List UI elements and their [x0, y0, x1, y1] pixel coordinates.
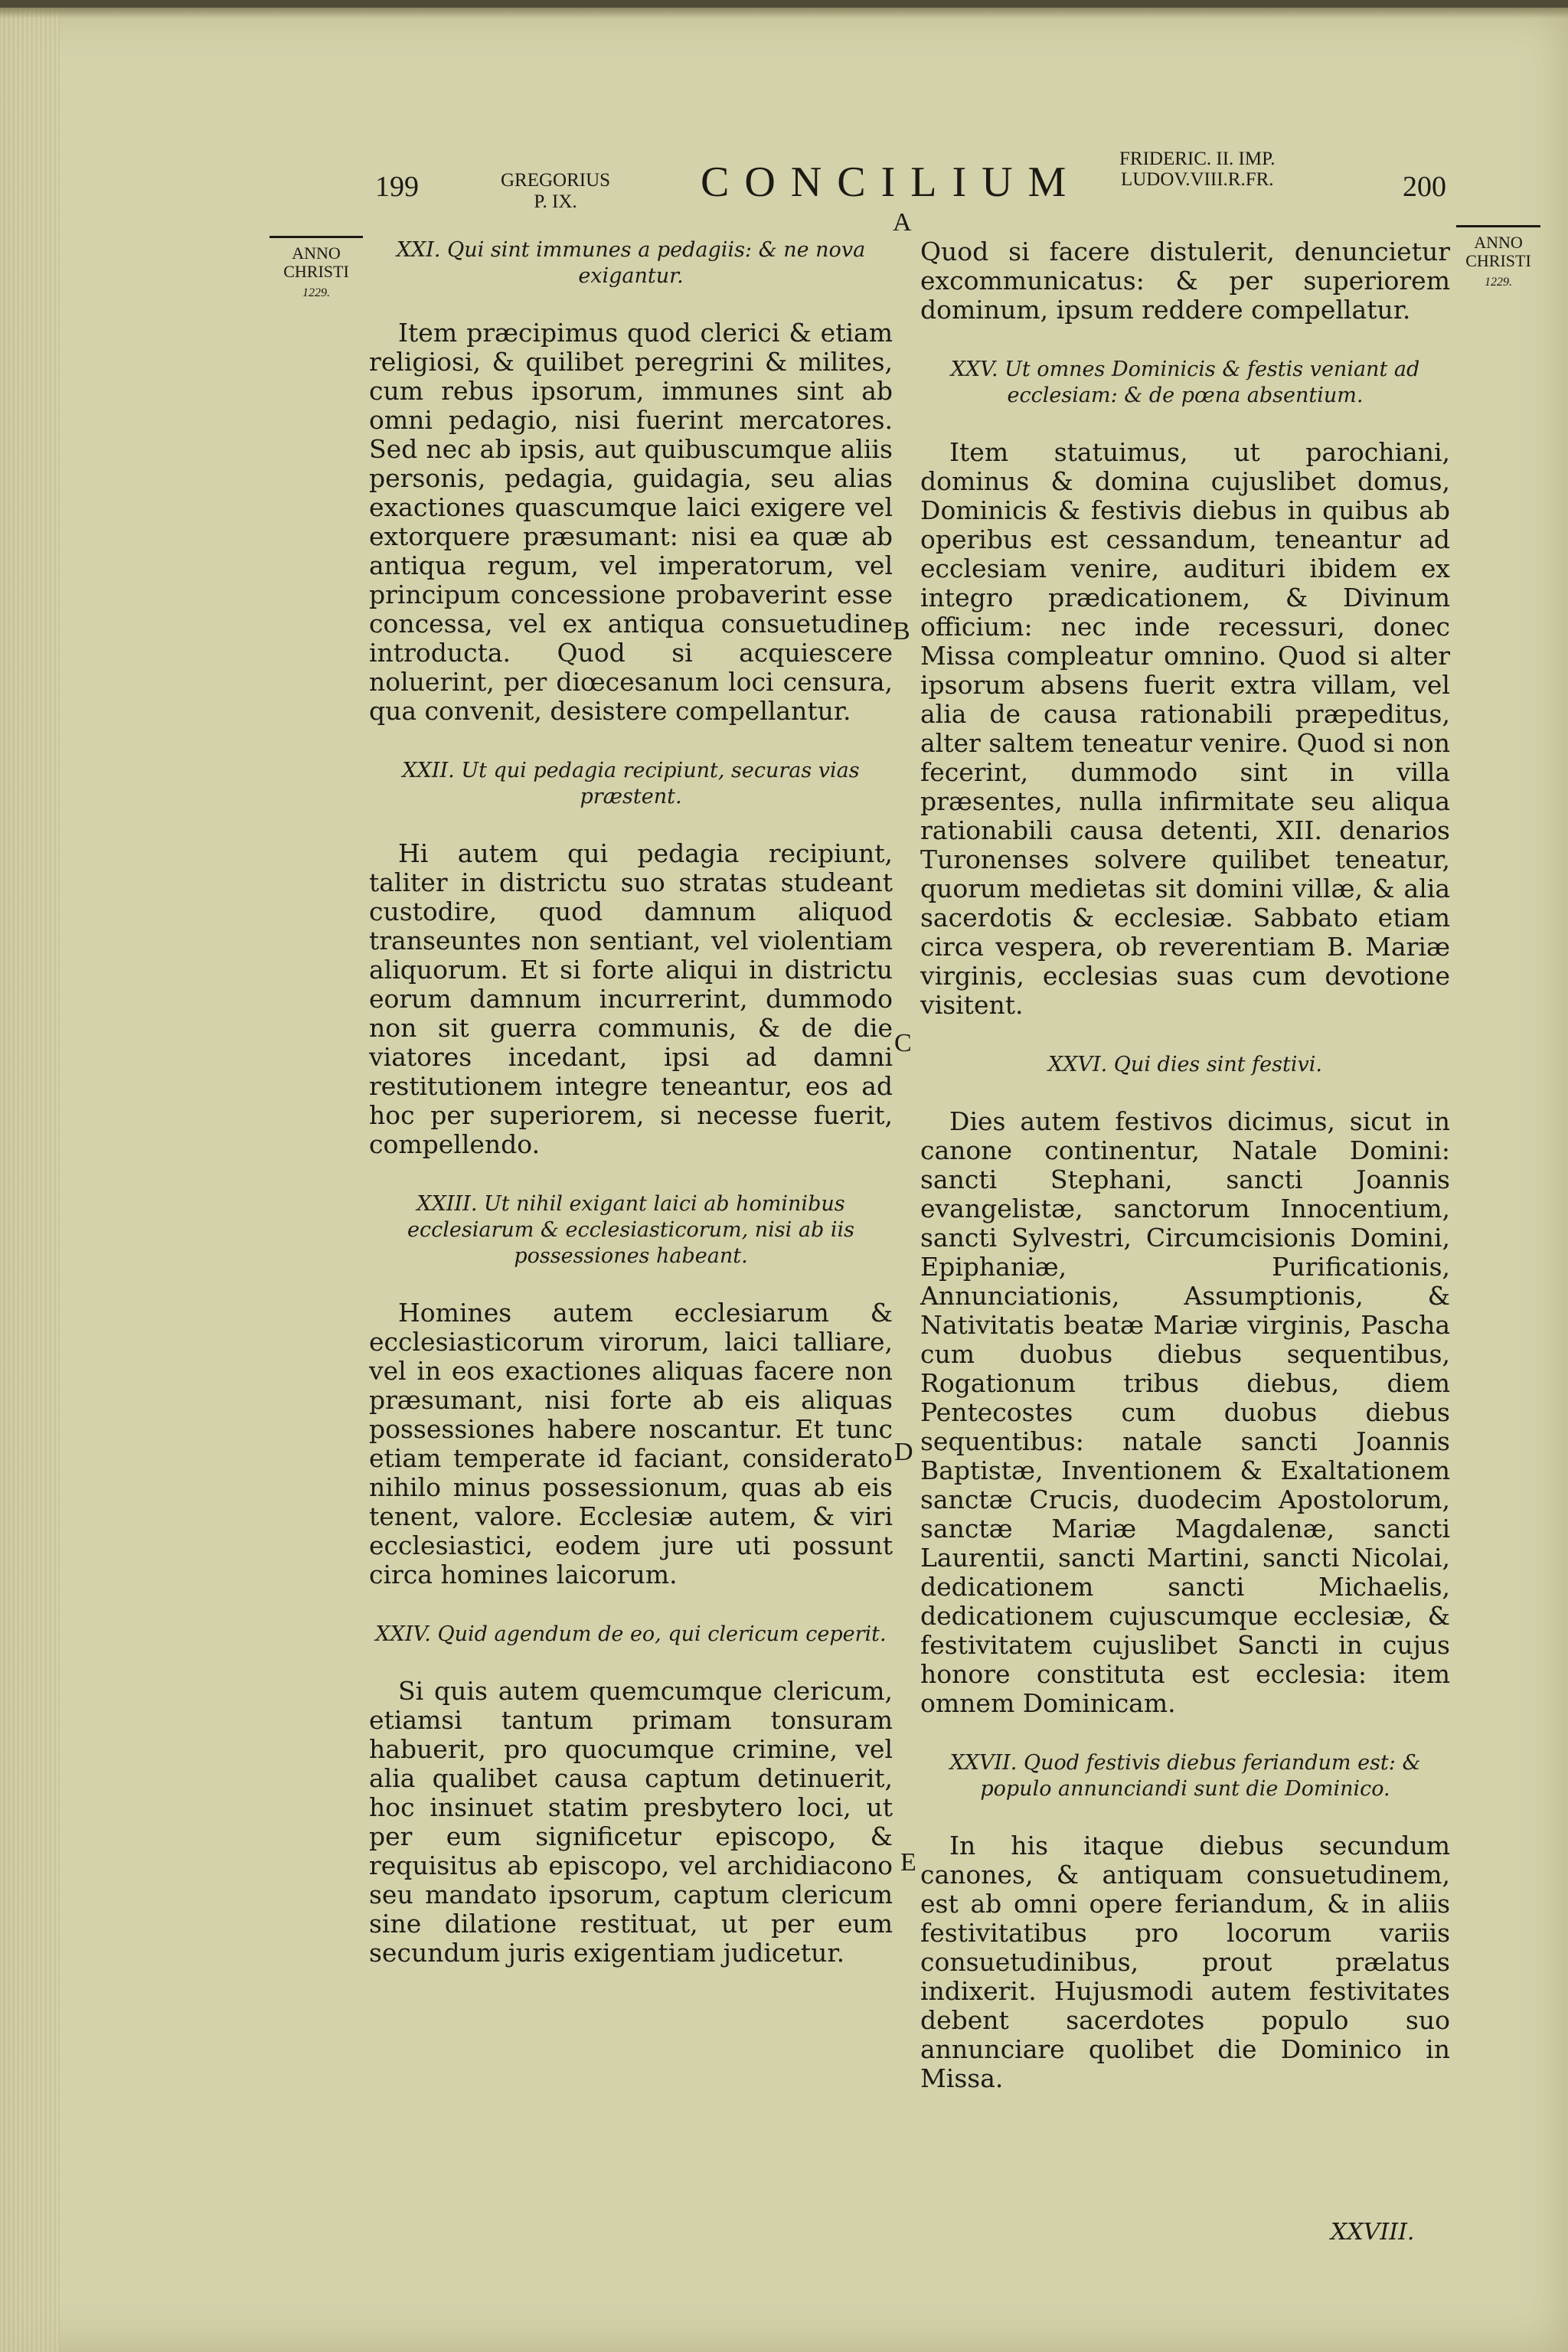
anno-year: 1229.	[1485, 276, 1512, 289]
margin-letter-b: B	[893, 617, 910, 645]
running-head-right-line-2: LUDOV.VIII.R.FR.	[1120, 169, 1274, 190]
paragraph: Item præcipimus quod clerici & etiam religiosi, & quilibet peregrini & milites, cum rebus ipsorum, immunes sint ab omni pedagio, nisi fuerint mercatores. Sed nec ab ipsis, aut quibuscumque aliis personis, pedagia, guidagia, seu alias exactiones quascumque laici exigere vel extorquere præsumant: nisi ea quæ ab antiqua regum, vel imperatorum, vel principum concessione probaverint esse concessa, vel ex antiqua consuetudine introducta. Quod si acquiescere noluerint, per diœcesanum loci censura, qua convenit, desistere compellantur.	[369, 318, 893, 726]
running-head-left	[501, 170, 610, 213]
page-edge	[0, 8, 60, 2352]
top-shadow	[0, 8, 1568, 18]
anno-christi-right	[1456, 225, 1540, 292]
catchword: XXVIII.	[1331, 2219, 1415, 2246]
margin-letter-d: D	[894, 1438, 913, 1466]
running-head-right-line-1: FRIDERIC. II. IMP.	[1119, 149, 1276, 169]
paragraph: Si quis autem quemcumque clericum, etiamsi tantum primam tonsuram habuerit, pro quocumque crimine, vel alia qualibet causa captum detinuerit, hoc insinuet statim presbytero loci, ut per eum significetur episcopo, & requisitus ab episcopo, vel archidiacono seu mandato ipsorum, captum clericum sine dilatione restituat, ut per eum secundum juris exigentiam judicetur.	[369, 1676, 893, 1968]
chapter-heading: XXIII. Ut nihil exigant laici ab hominibus ecclesiarum & ecclesiasticorum, nisi ab iis possessiones habeant.	[407, 1192, 854, 1268]
page-number-right: 200	[1403, 171, 1446, 203]
paragraph: Homines autem ecclesiarum & ecclesiasticorum virorum, laici talliare, vel in eos exactiones aliquas facere non præsumant, nisi forte ab eis aliquas possessiones habere noscantur. Et tunc etiam temperate id faciant, considerato nihilo minus possessionum, quas ab eis tenent, valore. Ecclesiæ autem, & viri ecclesiastici, eodem jure uti possunt circa homines laicorum.	[369, 1298, 893, 1589]
margin-letter-a: A	[893, 208, 912, 237]
anno-label: CHRISTI	[1465, 251, 1531, 270]
right-column	[920, 237, 1450, 2125]
running-head-right	[1119, 149, 1276, 190]
page-title: CONCILIUM	[701, 158, 1082, 206]
paragraph: Dies autem festivos dicimus, sicut in canone continentur, Natale Domini: sancti Stephani, sancti Joannis evangelistæ, sanctorum Innocentium, sancti Sylvestri, Circumcisionis Domini, Epiphaniæ, Purificationis, Annunciationis, Assumptionis, & Nativitatis beatæ Mariæ virginis, Pascha cum duobus diebus sequentibus, Rogationum tribus diebus, diem Pentecostes cum duobus diebus sequentibus: natale sancti Joannis Baptistæ, Inventionem & Exaltationem sanctæ Crucis, duodecim Apostolorum, sanctæ Mariæ Magdalenæ, sancti Laurentii, sancti Martini, sancti Nicolai, dedicationem sancti Michaelis, dedicationem cujuscumque ecclesiæ, & festivitatem cujuslibet Sancti in cujus honore constituta est ecclesia: item omnem Dominicam.	[920, 1106, 1450, 1718]
anno-christi-left	[270, 236, 363, 302]
anno-label: ANNO	[1474, 233, 1523, 252]
chapter-heading: XXIV. Quid agendum de eo, qui clericum ceperit.	[375, 1622, 887, 1646]
anno-rule	[270, 236, 363, 238]
anno-label: CHRISTI	[283, 262, 349, 281]
running-head-left-line-2: P. IX.	[534, 191, 577, 212]
paragraph: Item statuimus, ut parochiani, dominus & domina cujuslibet domus, Dominicis & festivis diebus in quibus ab operibus est cessandum, teneantur ad ecclesiam venire, audituri ibidem ex integro prædicationem, & Divinum officium: nec inde recessuri, donec Missa compleatur omnino. Quod si alter ipsorum absens fuerit extra villam, vel alia de causa rationabili præpeditus, alter saltem teneatur venire. Quod si non fecerint, dummodo sint in villa præsentes, nulla infirmitate seu aliqua rationabili causa detenti, XII. denarios Turonenses solvere quilibet teneatur, quorum medietas sit domini villæ, & alia sacerdotis & ecclesiæ. Sabbato etiam circa vespera, ob reverentiam B. Mariæ virginis, ecclesias suas cum devotione visitent.	[920, 437, 1450, 1020]
chapter-heading: XXII. Ut qui pedagia recipiunt, securas vias præstent.	[402, 759, 860, 808]
book-page	[0, 8, 1568, 2352]
paragraph: Hi autem qui pedagia recipiunt, taliter in districtu suo stratas studeant custodire, quod damnum aliquod transeuntes non sentiant, vel violentiam aliquorum. Et si forte aliqui in districtu eorum damnum incurrerint, dummodo non sit guerra communis, & de die viatores incedant, ipsi ad damni restitutionem integre teneantur, eos ad hoc per superiorem, si necesse fuerit, compellendo.	[369, 838, 893, 1159]
paragraph: Quod si facere distulerit, denuncietur excommunicatus: & per superiorem dominum, ipsum reddere compellatur.	[920, 237, 1450, 325]
anno-year: 1229.	[302, 286, 330, 299]
left-column	[369, 237, 893, 2000]
chapter-heading: XXV. Ut omnes Dominicis & festis veniant ad ecclesiam: & de pœna absentium.	[950, 358, 1420, 407]
chapter-heading: XXVII. Quod festivis diebus feriandum est: & populo annunciandi sunt die Dominico.	[949, 1751, 1421, 1801]
chapter-heading: XXI. Qui sint immunes a pedagiis: & ne nova exigantur.	[396, 238, 866, 288]
chapter-heading: XXVI. Qui dies sint festivi.	[1048, 1053, 1322, 1076]
running-head-left-line-1: GREGORIUS	[501, 170, 611, 191]
anno-rule	[1456, 225, 1540, 227]
anno-label: ANNO	[292, 243, 341, 263]
margin-letter-e: E	[900, 1848, 916, 1877]
paragraph: In his itaque diebus secundum canones, & antiquam consuetudinem, est ab omni opere feriandum, & in aliis festivitatibus pro locorum variis consuetudinibus, prout prælatus indixerit. Hujusmodi autem festivitates debent sacerdotes populo suo annunciare quolibet die Dominico in Missa.	[920, 1831, 1450, 2093]
page-number-left: 199	[375, 171, 419, 203]
margin-letter-c: C	[894, 1029, 912, 1057]
